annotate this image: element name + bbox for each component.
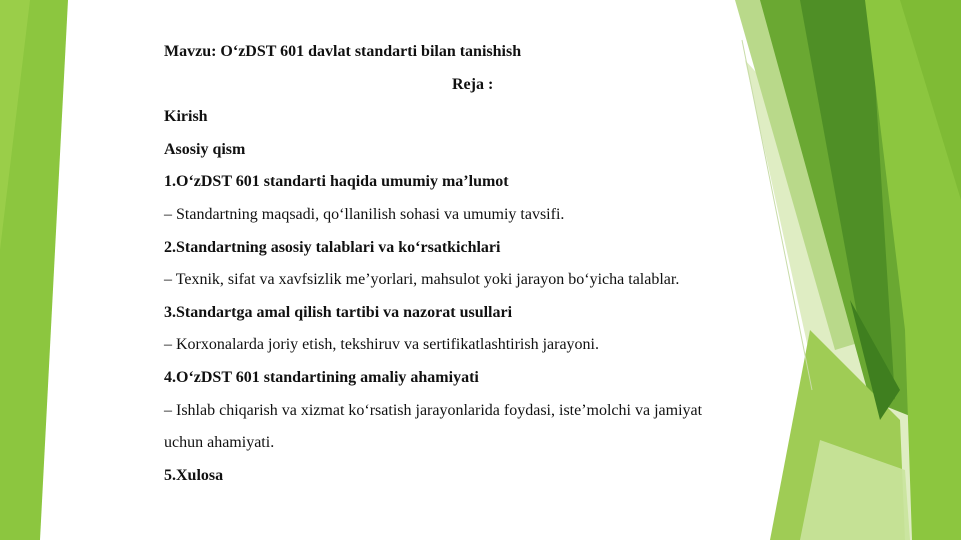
section-heading-4: 4.O‘zDST 601 standartining amaliy ahamiyati (164, 368, 479, 386)
section-desc-1: – Standartning maqsadi, qo‘llanilish sohasi va umumiy tavsifi. (164, 205, 565, 223)
section-desc-4: – Ishlab chiqarish va xizmat ko‘rsatish jarayonlarida foydasi, iste’molchi va jamiyat (164, 401, 703, 419)
section-heading-3: 3.Standartga amal qilish tartibi va nazorat usullari (164, 303, 513, 321)
section-desc-2: – Texnik, sifat va xavfsizlik me’yorlari, mahsulot yoki jarayon bo‘yicha talablar. (164, 271, 680, 289)
slide-title: Mavzu: O‘zDST 601 davlat standarti bilan tanishish (164, 43, 522, 60)
conclusion-item: 5.Xulosa (164, 466, 224, 484)
main-part-item: Asosiy qism (164, 140, 246, 158)
section-heading-2: 2.Standartning asosiy talablari va ko‘rsatkichlari (164, 238, 501, 256)
plan-content (164, 36, 804, 492)
plan-heading: Reja : (452, 75, 494, 93)
section-heading-1: 1.O‘zDST 601 standarti haqida umumiy ma’lumot (164, 173, 509, 191)
section-desc-4-continued: uchun ahamiyati. (164, 434, 275, 452)
intro-item: Kirish (164, 108, 208, 126)
section-desc-3: – Korxonalarda joriy etish, tekshiruv va sertifikatlashtirish jarayoni. (164, 336, 599, 354)
